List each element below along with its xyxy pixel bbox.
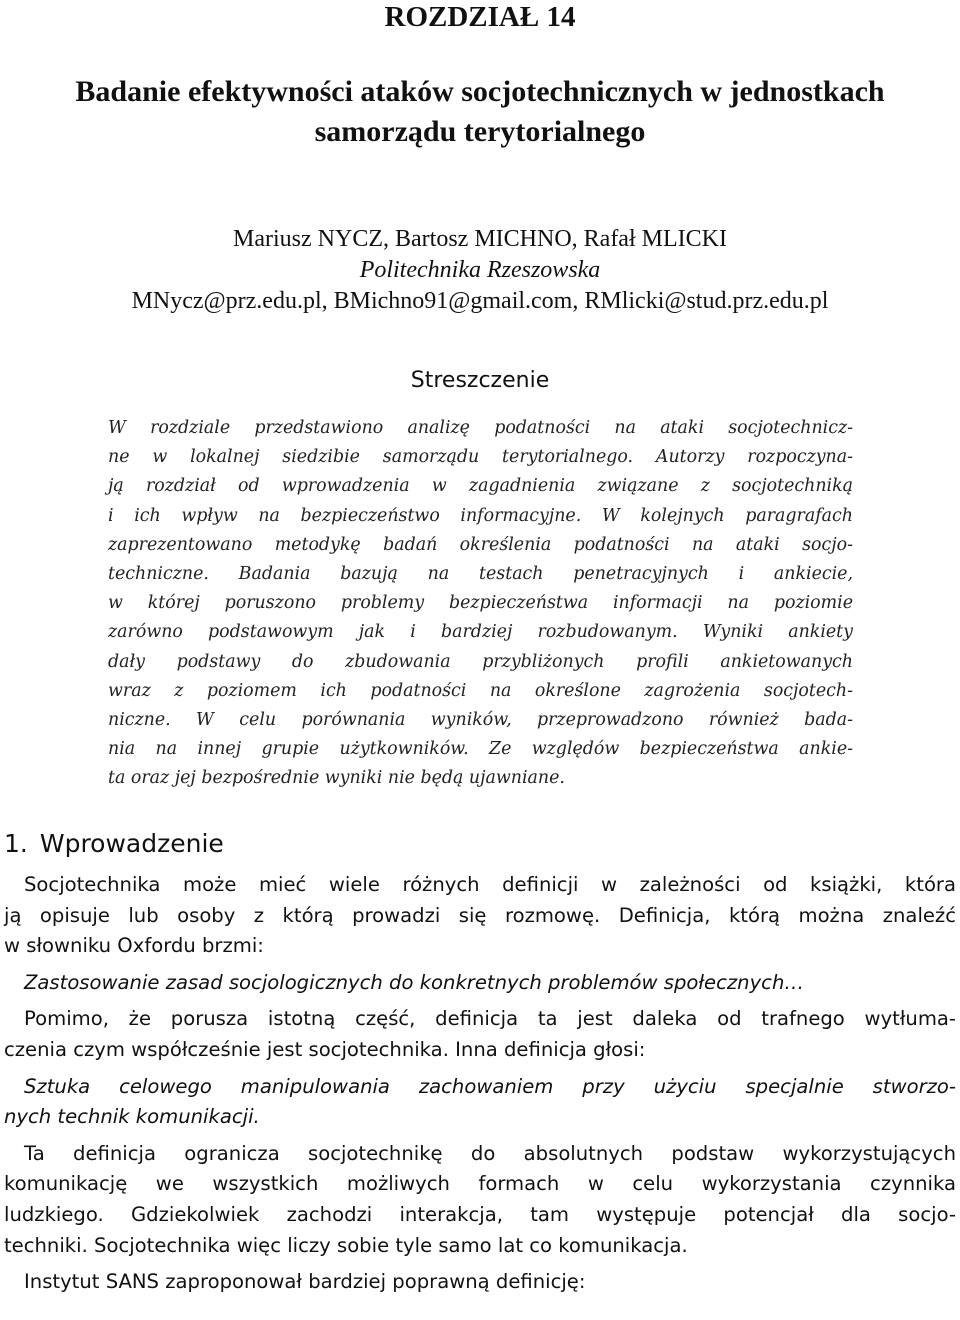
abstract-line: dały podstawy do zbudowania przybliżonych profili ankietowanych xyxy=(108,651,853,672)
author-affiliation: Politechnika Rzeszowska xyxy=(359,257,601,283)
body-line: Socjotechnika może mieć wiele różnych definicji w zależności od książki, która xyxy=(24,873,956,896)
author-emails: MNycz@prz.edu.pl, BMichno91@gmail.com, RMlicki@stud.prz.edu.pl xyxy=(131,288,829,314)
chapter-label: ROZDZIAŁ 14 xyxy=(384,1,576,33)
abstract-heading: Streszczenie xyxy=(410,368,550,393)
section-body xyxy=(4,870,956,1298)
quote-line: nych technik komunikacji. xyxy=(4,1105,260,1129)
abstract-line: wraz z poziomem ich podatności na określone zagrożenia socjotech- xyxy=(108,680,853,701)
abstract-line: zaprezentowano metodykę badań określenia podatności na ataki socjo- xyxy=(108,534,853,555)
quote-line: Zastosowanie zasad socjologicznych do konkretnych problemów społecznych… xyxy=(24,970,804,994)
abstract-line: ta oraz jej bezpośrednie wyniki nie będą ujawniane. xyxy=(108,768,565,789)
abstract-line: niczne. W celu porównania wyników, przeprowadzono również bada- xyxy=(108,710,853,731)
chapter-title-line: Badanie efektywności ataków socjotechnicznych w jednostkach xyxy=(75,75,885,108)
body-line: Ta definicja ogranicza socjotechnikę do absolutnych podstaw wykorzystujących xyxy=(24,1141,956,1165)
body-line: Pomimo, że porusza istotną część, definicja ta jest daleka od trafnego wytłuma- xyxy=(24,1007,956,1031)
authors-block xyxy=(0,224,960,317)
abstract-line: w której poruszono problemy bezpieczeństwa informacji na poziomie xyxy=(108,593,853,614)
chapter-title xyxy=(0,72,960,152)
abstract-line: nia na innej grupie użytkowników. Ze względów bezpieczeństwa ankie- xyxy=(108,739,853,760)
abstract-line: W rozdziale przedstawiono analizę podatności na ataki socjotechnicz- xyxy=(108,418,853,438)
body-line: Instytut SANS zaproponował bardziej poprawną definicję: xyxy=(24,1270,586,1294)
abstract-line: i ich wpływ na bezpieczeństwo informacyjne. W kolejnych paragrafach xyxy=(108,505,853,526)
abstract-line: techniczne. Badania bazują na testach penetracyjnych i ankiecie, xyxy=(108,564,853,585)
author-names: Mariusz NYCZ, Bartosz MICHNO, Rafał MLICKI xyxy=(233,226,727,252)
body-line: czenia czym współcześnie jest socjotechnika. Inna definicja głosi: xyxy=(4,1037,646,1061)
abstract-line: zarówno podstawowym jak i bardziej rozbudowanym. Wyniki ankiety xyxy=(108,622,853,643)
body-line: komunikację we wszystkich możliwych formach w celu wykorzystania czynnika xyxy=(4,1172,956,1196)
section-title: Wprowadzenie xyxy=(39,829,224,858)
section-heading xyxy=(4,826,224,862)
abstract-body xyxy=(108,414,853,794)
quote-line: Sztuka celowego manipulowania zachowaniem przy użyciu specjalnie stworzo- xyxy=(24,1074,956,1098)
body-line: ludzkiego. Gdziekolwiek zachodzi interakcja, tam występuje potencjał dla socjo- xyxy=(4,1202,956,1226)
abstract-line: ne w lokalnej siedzibie samorządu terytorialnego. Autorzy rozpoczyna- xyxy=(108,447,853,468)
section-number: 1. xyxy=(4,829,28,858)
abstract-line: ją rozdział od wprowadzenia w zagadnienia związane z socjotechniką xyxy=(108,476,853,497)
body-line: techniki. Socjotechnika więc liczy sobie tyle samo lat co komunikacja. xyxy=(4,1233,688,1257)
chapter-title-line: samorządu terytorialnego xyxy=(314,115,646,148)
body-line: w słowniku Oxfordu brzmi: xyxy=(4,934,264,958)
body-line: ją opisuje lub osoby z którą prowadzi się rozmowę. Definicja, którą można znaleźć xyxy=(4,903,956,927)
